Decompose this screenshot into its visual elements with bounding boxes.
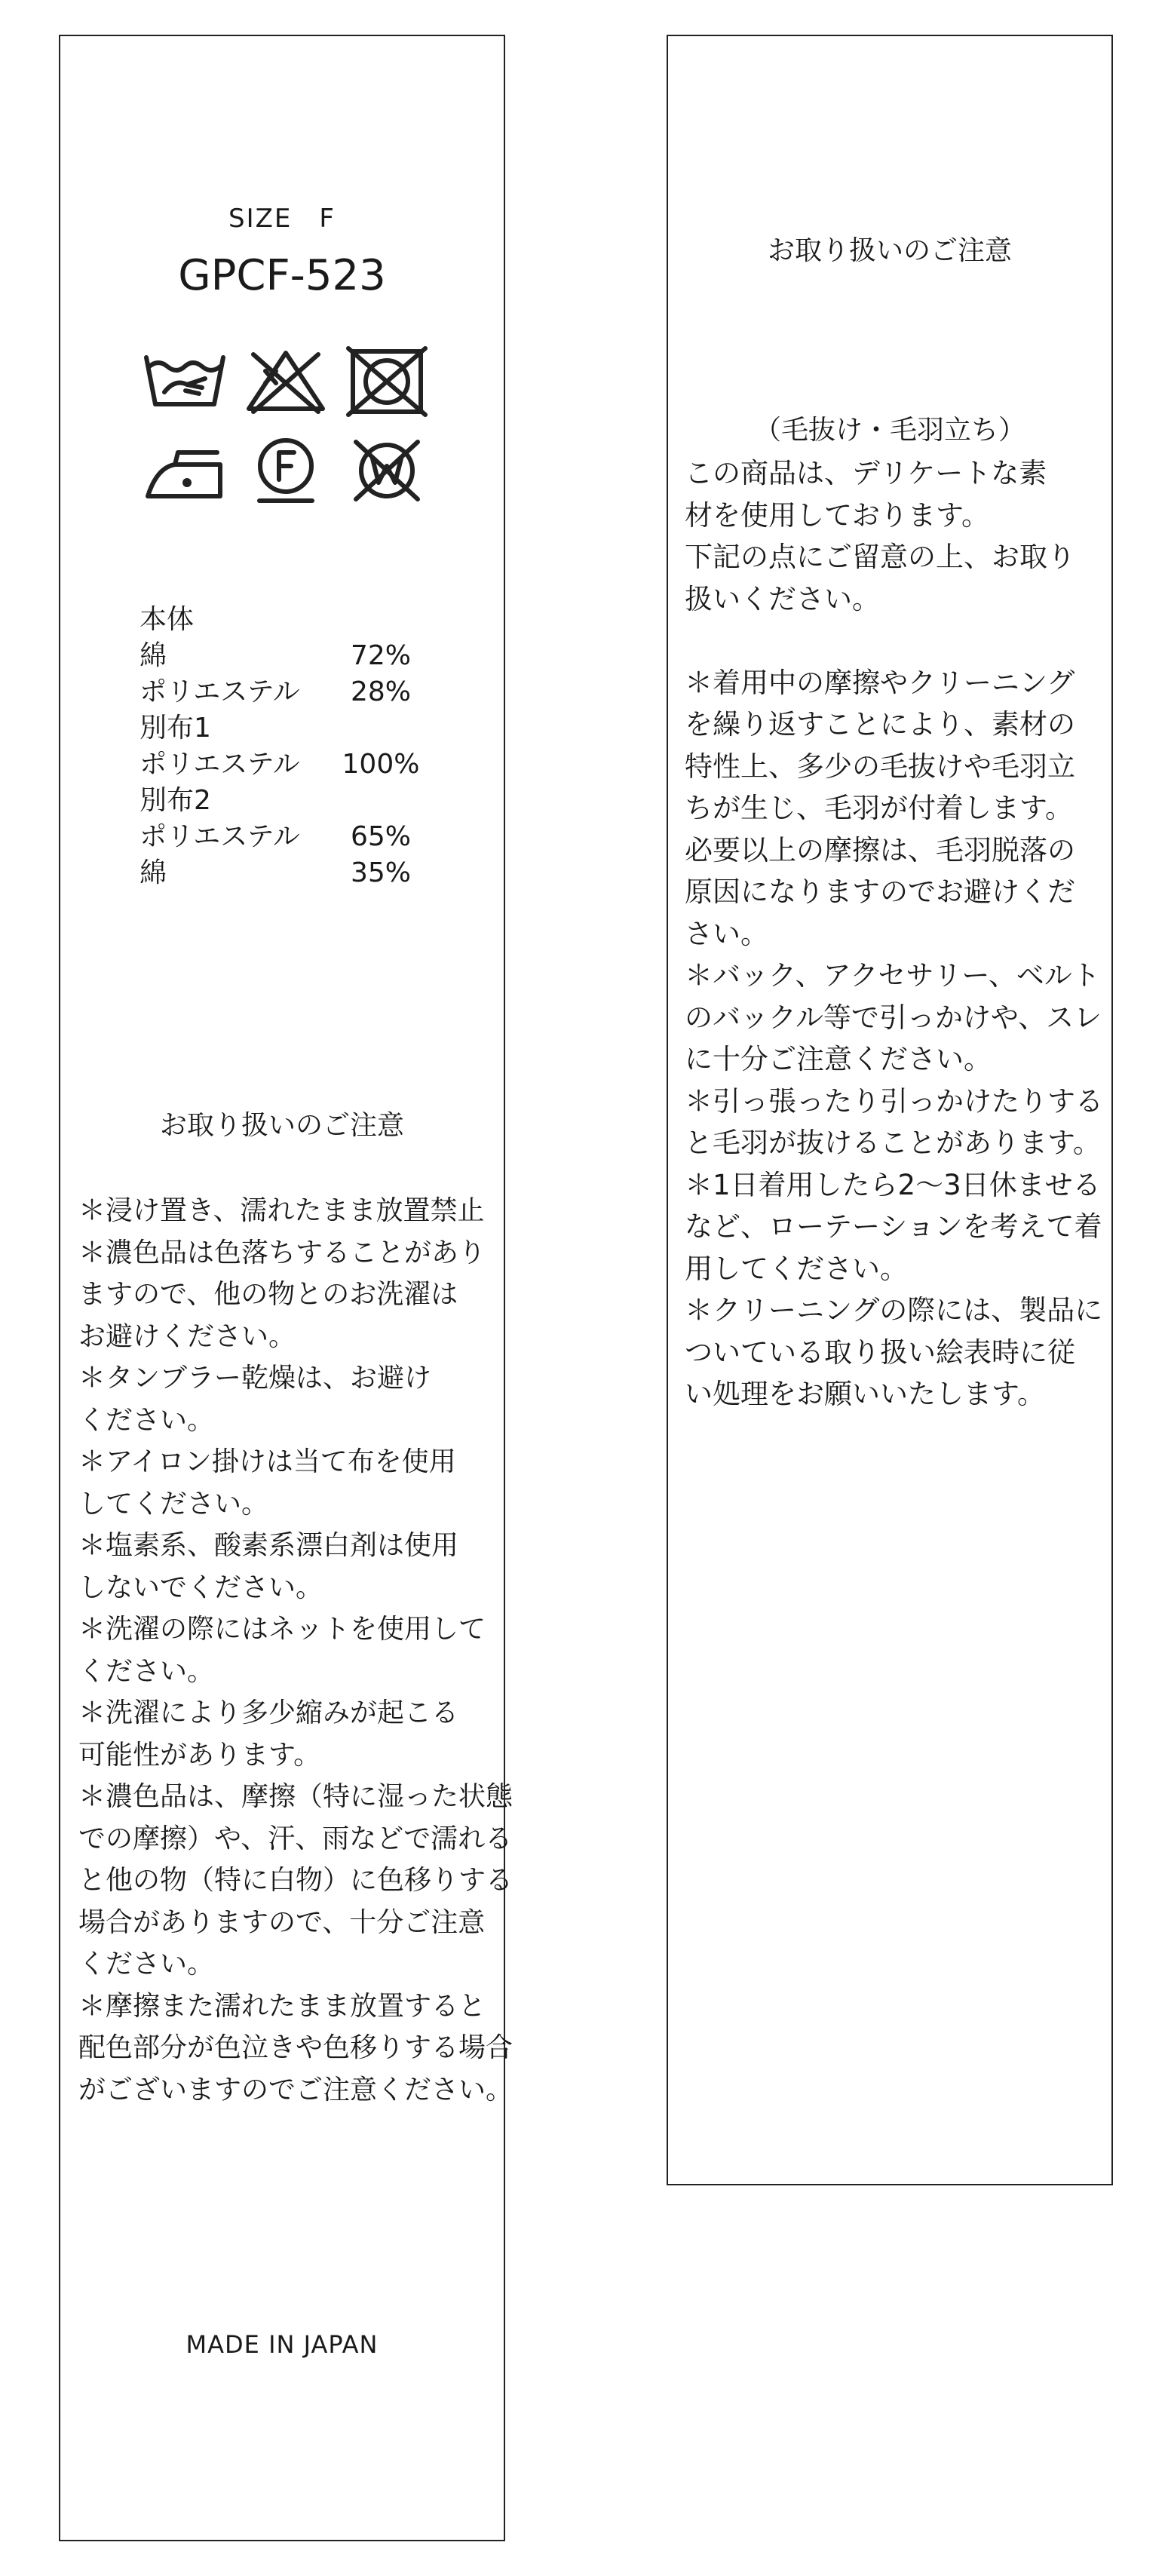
care-icon-row-1 [142, 345, 458, 418]
care-line: ＊濃色品は色落ちすることがあり [78, 1237, 486, 1268]
composition-row [139, 855, 456, 891]
composition-name: 別布2 [139, 785, 211, 816]
care-line: ＊タンブラー乾燥は、お避け [78, 1363, 432, 1394]
fuzz-instructions [685, 452, 1107, 1415]
fabric-composition [139, 602, 456, 891]
care-line: 必要以上の摩擦は、毛羽脱落の [685, 833, 1075, 866]
composition-row [139, 602, 456, 638]
care-line: 扱いください。 [685, 582, 880, 615]
composition-name: 本体 [139, 604, 195, 635]
care-line: など、ローテーションを考えて着 [685, 1210, 1102, 1243]
wash-hand-icon [142, 345, 228, 418]
care-line: ＊濃色品は、摩擦（特に湿った状態 [78, 1781, 513, 1812]
care-line: ＊塩素系、酸素系漂白剤は使用 [78, 1530, 459, 1561]
care-line: ください。 [78, 1404, 215, 1436]
care-line: 材を使用しております。 [685, 498, 990, 532]
composition-row [139, 674, 456, 710]
blank-line [685, 620, 1107, 662]
iron-low-icon [142, 434, 228, 507]
care-line: お避けください。 [78, 1320, 296, 1352]
care-line: ＊着用中の摩擦やクリーニング [685, 666, 1075, 699]
care-line: ＊引っ張ったり引っかけたりする [685, 1084, 1103, 1118]
composition-name: ポリエステル [139, 749, 300, 780]
care-line: ＊バック、アクセサリー、ベルト [685, 959, 1100, 992]
care-line: ＊洗濯の際にはネットを使用して [78, 1614, 486, 1645]
care-line: に十分ご注意ください。 [685, 1043, 992, 1075]
care-line: ＊アイロン掛けは当て布を使用 [78, 1446, 456, 1477]
care-line: ますので、他の物とのお洗濯は [78, 1279, 458, 1310]
fuzz-warning-title: （毛抜け・毛羽立ち） [753, 415, 1025, 446]
composition-row [139, 783, 456, 819]
care-line: しないでください。 [78, 1572, 323, 1603]
size-line: SIZE F [228, 204, 336, 234]
composition-percent [336, 710, 426, 747]
composition-name: ポリエステル [139, 676, 300, 707]
composition-percent: 35% [350, 857, 411, 888]
composition-percent [336, 602, 426, 638]
care-line: と毛羽が抜けることがあります。 [685, 1127, 1102, 1159]
care-icon-row-2 [142, 434, 458, 507]
composition-percent: 72% [350, 640, 411, 671]
model-number: GPCF-523 [178, 251, 386, 300]
care-line: ください。 [78, 1949, 215, 1980]
care-line: い処理をお願いいたします。 [685, 1378, 1046, 1410]
care-line: 場合がありますので、十分ご注意 [78, 1906, 486, 1938]
care-line: がございますのでご注意ください。 [78, 2074, 513, 2105]
care-line: ＊クリーニングの際には、製品に [685, 1294, 1103, 1326]
composition-percent: 65% [350, 821, 411, 852]
care-line: ＊1日着用したら2〜3日休ませる [685, 1168, 1101, 1201]
care-line: のバックル等で引っかけや、スレ [685, 1001, 1102, 1034]
care-line: ちが生じ、毛羽が付着します。 [685, 792, 1074, 824]
care-line: ください。 [78, 1655, 215, 1687]
no-tumble-dry-icon [344, 345, 430, 418]
composition-row [139, 819, 456, 855]
care-line: 配色部分が色泣きや色移りする場合 [78, 2032, 513, 2063]
composition-row [139, 638, 456, 674]
composition-percent: 28% [350, 676, 411, 707]
composition-name: 綿 [139, 640, 167, 671]
care-line: 可能性があります。 [78, 1739, 321, 1771]
composition-percent: 100% [342, 749, 420, 780]
care-title: お取り扱いのご注意 [767, 235, 1012, 266]
no-wet-clean-icon [344, 434, 430, 507]
care-instructions [78, 1190, 513, 2111]
care-line: ＊浸け置き、濡れたまま放置禁止 [78, 1195, 485, 1226]
care-icons [142, 345, 458, 523]
care-line: ＊洗濯により多少縮みが起こる [78, 1697, 459, 1728]
made-in-label: MADE IN JAPAN [185, 2330, 379, 2359]
care-line: 特性上、多少の毛抜けや毛羽立 [685, 750, 1075, 783]
care-label-left [59, 35, 513, 2541]
composition-row [139, 710, 456, 747]
care-line: を繰り返すことにより、素材の [685, 708, 1075, 741]
care-line: ＊摩擦また濡れたまま放置すると [78, 1990, 486, 2022]
care-line: と他の物（特に白物）に色移りする [78, 1865, 513, 1896]
dry-clean-f-icon [243, 434, 329, 507]
care-label-right [667, 35, 1113, 2185]
composition-name: 綿 [139, 857, 167, 888]
care-line: 原因になりますのでお避けくだ [685, 876, 1075, 908]
no-bleach-icon [243, 345, 329, 418]
composition-name: 別布1 [139, 713, 211, 744]
care-title: お取り扱いのご注意 [159, 1110, 404, 1141]
care-line: での摩擦）や、汗、雨などで濡れる [78, 1823, 513, 1854]
composition-row [139, 747, 456, 783]
composition-name: ポリエステル [139, 821, 300, 852]
care-line: 下記の点にご留意の上、お取り [685, 541, 1075, 573]
care-line: してください。 [78, 1488, 269, 1520]
composition-percent [336, 783, 426, 819]
care-line: さい。 [685, 917, 768, 950]
care-line: ついている取り扱い絵表時に従 [685, 1336, 1075, 1369]
care-line: この商品は、デリケートな素 [685, 457, 1047, 489]
care-line: 用してください。 [685, 1252, 908, 1285]
